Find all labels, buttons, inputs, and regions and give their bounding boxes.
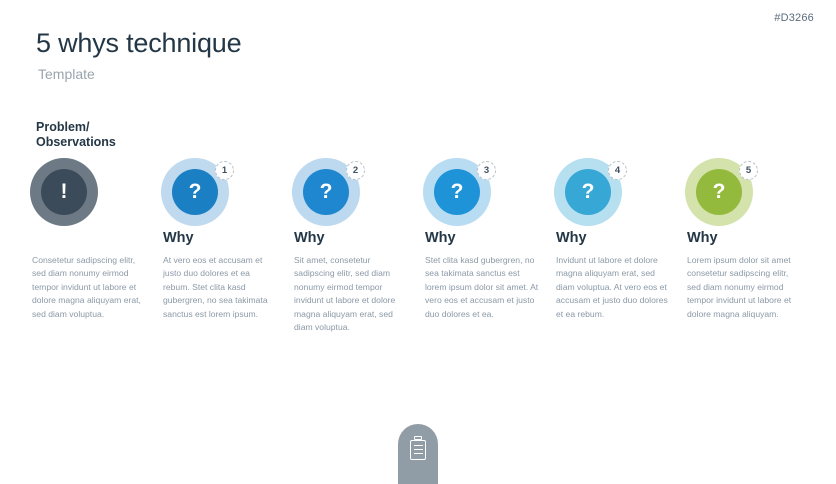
column-why-1	[161, 158, 287, 319]
why-2-badge: 2	[346, 161, 365, 180]
problem-icon-wrap	[30, 158, 104, 232]
page-subtitle: Template	[38, 66, 95, 82]
problem-ring[interactable]	[30, 158, 98, 226]
why-2-label: Why	[294, 230, 325, 246]
why-1-icon-wrap	[161, 158, 235, 232]
why-4-label: Why	[556, 230, 587, 246]
why-3-icon-wrap	[423, 158, 497, 232]
exclamation-icon: !	[41, 169, 87, 215]
problem-label-line1: Problem/	[36, 120, 90, 134]
why-3-badge: 3	[477, 161, 496, 180]
why-4-badge: 4	[608, 161, 627, 180]
why-3-label: Why	[425, 230, 456, 246]
why-5-text: Lorem ipsum dolor sit amet consetetur sadipscing elitr, sed diam nonumy eirmod tempor invidunt ut labore et dolore magna aliquyam.	[687, 255, 792, 319]
column-problem	[30, 158, 156, 319]
why-5-badge: 5	[739, 161, 758, 180]
problem-text: Consetetur sadipscing elitr, sed diam nonumy eirmod tempor invidunt ut labore et dolore magna aliquyam erat, sed diam voluptua.	[32, 255, 141, 319]
document-icon-body	[410, 440, 426, 460]
question-mark-icon: ?	[303, 169, 349, 215]
why-1-badge: 1	[215, 161, 234, 180]
why-5-icon-wrap	[685, 158, 759, 232]
why-5-label: Why	[687, 230, 718, 246]
why-2-text: Sit amet, consetetur sadipscing elitr, sed diam nonumy eirmod tempor invidunt ut labore et dolore magna aliquyam erat, sed diam voluptua.	[294, 255, 396, 333]
question-mark-icon: ?	[565, 169, 611, 215]
question-mark-icon: ?	[434, 169, 480, 215]
question-mark-icon: ?	[696, 169, 742, 215]
question-mark-icon: ?	[172, 169, 218, 215]
why-columns	[30, 158, 820, 333]
document-icon-clip	[414, 436, 422, 440]
why-1-label: Why	[163, 230, 194, 246]
why-2-icon-wrap	[292, 158, 366, 232]
column-why-2	[292, 158, 418, 333]
problem-label-line2: Observations	[36, 135, 116, 149]
why-4-text: Invidunt ut labore et dolore magna aliquyam erat, sed diam voluptua. At vero eos et accusam et justo duo dolores et ea rebum.	[556, 255, 668, 319]
problem-observations-label	[36, 120, 116, 150]
column-why-4	[554, 158, 680, 319]
column-why-3	[423, 158, 549, 319]
why-3-text: Stet clita kasd gubergren, no sea takimata sanctus est lorem ipsum dolor sit amet. At vero eos et accusam et justo duo dolores et ea.	[425, 255, 539, 319]
column-why-5	[685, 158, 811, 319]
document-icon[interactable]	[398, 424, 438, 484]
slide-code: #D3266	[774, 12, 814, 24]
why-4-icon-wrap	[554, 158, 628, 232]
page-title: 5 whys technique	[36, 28, 242, 58]
why-1-text: At vero eos et accusam et justo duo dolores et ea rebum. Stet clita kasd gubergren, no sea takimata sanctus est lorem ipsum.	[163, 255, 268, 319]
